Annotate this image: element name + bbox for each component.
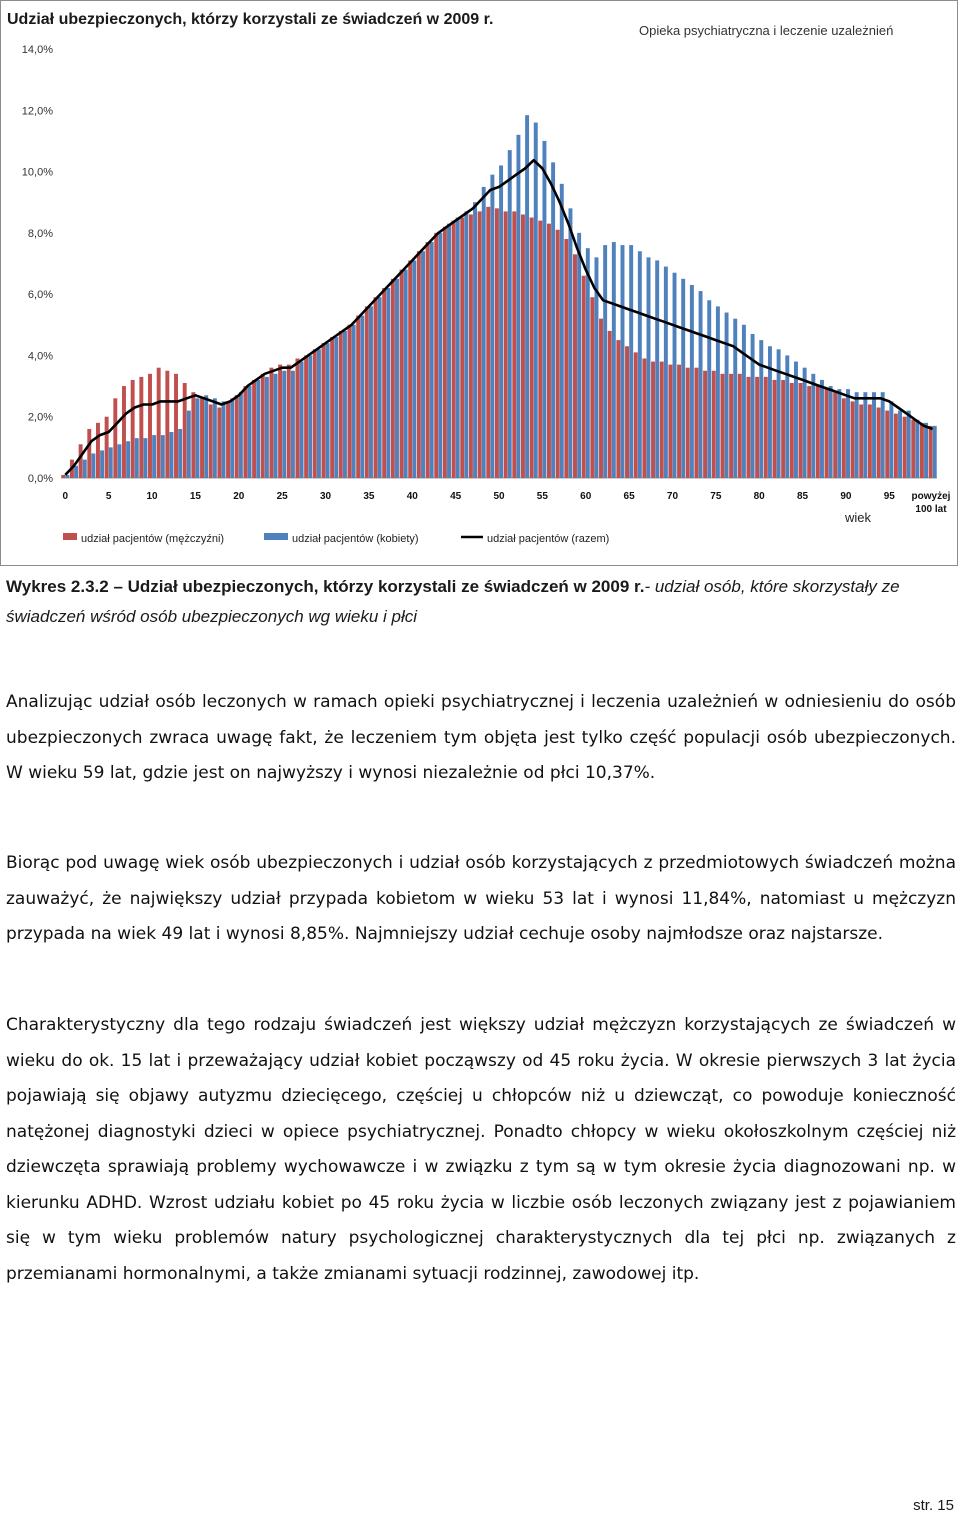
bar-women (889, 401, 893, 478)
bar-women (673, 273, 677, 478)
x-tick-label: 15 (189, 491, 201, 502)
bar-women (74, 466, 78, 478)
bar-men (382, 288, 386, 478)
bar-women (135, 438, 139, 478)
y-tick-label: 8,0% (27, 227, 53, 240)
legend-swatch-men (63, 533, 77, 540)
x-tick-label: 55 (536, 491, 548, 502)
bar-women (300, 362, 304, 478)
paragraph-1: Analizując udział osób leczonych w ramach opieki psychiatrycznej i leczenia uzależnień w odniesieniu do osób ubezpieczonych zwraca uwagę fakt, że leczeniem tym objęta jest tylko część populacji osób ubezpieczonych. W wieku 59 lat, gdzie jest on najwyższy i wynosi niezależnie od płci 10,37%. (6, 692, 956, 783)
bar-women (820, 380, 824, 478)
bar-men (703, 371, 707, 478)
legend-label-total: udział pacjentów (razem) (487, 533, 610, 545)
x-tick-label: 70 (666, 491, 679, 502)
bar-women (412, 260, 416, 478)
bar-women (829, 386, 833, 478)
bar-men (825, 389, 829, 478)
bar-women (629, 245, 633, 478)
bar-men (564, 239, 568, 478)
bar-women (109, 447, 113, 478)
bar-women (742, 325, 746, 478)
x-tick-label: 65 (623, 491, 635, 502)
legend-label-men: udział pacjentów (mężczyźni) (81, 533, 225, 545)
chart-title: Udział ubezpieczonych, którzy korzystali ze świadczeń w 2009 r. (7, 11, 494, 28)
x-tick-label: 60 (580, 491, 592, 502)
y-tick-label: 6,0% (27, 289, 53, 302)
bar-women (473, 202, 477, 478)
bar-men (278, 365, 282, 478)
x-tick-label: 80 (753, 491, 765, 502)
x-tick-label: 0 (62, 491, 69, 502)
bar-men (634, 352, 638, 478)
bar-women (759, 340, 763, 478)
y-tick-label: 0,0% (27, 473, 53, 485)
bar-men (113, 398, 117, 478)
paragraph-2: Biorąc pod uwagę wiek osób ubezpieczonych i udział osób korzystających z przedmiotowych świadczeń można zauważyć, że największy udział przypada kobietom w wieku 53 lat i wynosi 11,84%, natomiast u mężczyzn przypada na wiek 49 lat i wynosi 8,85%. Najmniejszy udział cechuje osoby najmłodsze oraz najstarsze. (6, 853, 956, 944)
bar-men (391, 279, 395, 478)
bar-men (530, 218, 534, 478)
x-tick-label: 20 (233, 491, 245, 502)
bar-men (261, 374, 265, 478)
bar-women (464, 211, 468, 478)
x-tick-label: 25 (276, 491, 288, 502)
bar-men (885, 411, 889, 478)
bar-women (326, 343, 330, 478)
bar-men (738, 374, 742, 478)
y-tick-label: 12,0% (21, 105, 53, 118)
bar-women (560, 184, 564, 478)
x-axis-label: wiek (844, 510, 872, 525)
bar-men (122, 386, 126, 478)
bar-men (903, 417, 907, 478)
bar-women (430, 242, 434, 478)
bar-women (924, 423, 928, 478)
x-tick-label: 95 (883, 491, 895, 502)
bar-women (447, 224, 451, 478)
bar-women (681, 279, 685, 478)
bar-men (495, 208, 499, 478)
bar-women (577, 233, 581, 478)
bar-men (746, 377, 750, 478)
bar-men (781, 380, 785, 478)
bar-women (733, 319, 737, 478)
bar-men (304, 355, 308, 478)
bar-women (265, 377, 269, 478)
bar-women (143, 438, 147, 478)
bar-men (191, 392, 195, 478)
bar-women (534, 123, 538, 478)
x-tick-label: 75 (710, 491, 722, 502)
figure-caption (6, 572, 954, 632)
bar-men (79, 444, 83, 478)
bar-women (126, 441, 130, 478)
bar-men (105, 417, 109, 478)
bar-women (933, 426, 937, 478)
x-tick-label: 35 (363, 491, 375, 502)
bar-men (443, 227, 447, 478)
bar-women (768, 346, 772, 478)
bar-women (222, 401, 226, 478)
x-tick-label-last: powyżej (911, 491, 951, 502)
bar-men (911, 420, 915, 478)
bar-women (187, 411, 191, 478)
bar-men (226, 401, 230, 478)
bar-women (291, 371, 295, 478)
bar-women (508, 150, 512, 478)
x-tick-label: 50 (493, 491, 505, 502)
bar-women (846, 389, 850, 478)
bar-women (855, 392, 859, 478)
bar-men (608, 331, 612, 478)
bar-men (400, 270, 404, 478)
bar-women (690, 285, 694, 478)
bar-men (365, 306, 369, 478)
bar-women (117, 444, 121, 478)
bar-women (499, 165, 503, 478)
bar-women (568, 208, 572, 478)
bar-men (625, 346, 629, 478)
bar-women (777, 349, 781, 478)
bar-women (907, 411, 911, 478)
bar-men (426, 242, 430, 478)
bar-women (360, 316, 364, 478)
bar-women (178, 429, 182, 478)
bar-women (352, 325, 356, 478)
bar-men (712, 371, 716, 478)
bar-men (269, 368, 273, 478)
bar-men (209, 404, 213, 478)
bar-women (551, 162, 555, 478)
bar-men (374, 297, 378, 478)
bar-women (621, 245, 625, 478)
bar-men (616, 340, 620, 478)
bar-women (256, 380, 260, 478)
bar-women (421, 251, 425, 478)
bar-men (252, 380, 256, 478)
bar-women (707, 300, 711, 478)
bar-men (356, 316, 360, 478)
bar-men (651, 362, 655, 478)
x-tick-label: 10 (146, 491, 158, 502)
bar-men (720, 374, 724, 478)
x-tick-label-last: 100 lat (915, 504, 947, 515)
bar-men (217, 408, 221, 478)
bar-men (868, 404, 872, 478)
bar-men (148, 374, 152, 478)
caption-label: Wykres 2.3.2 (6, 577, 109, 596)
bar-men (859, 404, 863, 478)
bar-women (811, 374, 815, 478)
bar-men (504, 211, 508, 478)
bar-men (131, 380, 135, 478)
bar-women (638, 251, 642, 478)
bar-women (482, 187, 486, 478)
bar-men (61, 475, 65, 478)
bar-women (395, 279, 399, 478)
bar-women (898, 411, 902, 478)
bar-women (274, 374, 278, 478)
bar-women (308, 355, 312, 478)
paragraph-3: Charakterystyczny dla tego rodzaju świadczeń jest większy udział mężczyzn korzystających ze świadczeń w wieku do ok. 15 lat i przeważający udział kobiet począwszy od 45 roku życia. W okresie pierwszych 3 lat życia pojawiają się objawy autyzmu dziecięcego, częściej u chłopców niż u dziewcząt, co powoduje konieczność natężonej diagnostyki dzieci w opiece psychiatrycznej. Ponadto chłopcy w wieku okołoszkolnym częściej niż dziewczęta sprawiają problemy wychowawcze i w związku z tym są w tym okresie życia diagnozowani np. w kierunku ADHD. Wzrost udziału kobiet po 45 roku życia w liczbie osób leczonych związany jest z pojawianiem się w tym wieku problemów natury psychologicznej charakterystycznych dla tej płci np. związanych z przemianami hormonalnymi, a także zmianami sytuacji rodzinnej, zawodowej itp. (6, 1015, 956, 1284)
bar-men (452, 221, 456, 478)
bar-women (664, 267, 668, 478)
bar-men (486, 207, 490, 478)
bar-women (655, 260, 659, 478)
bar-men (556, 230, 560, 478)
bar-men (929, 426, 933, 478)
bar-women (404, 270, 408, 478)
bar-men (243, 386, 247, 478)
bar-men (547, 224, 551, 478)
bar-men (165, 371, 169, 478)
chart-subtitle: Opieka psychiatryczna i leczenie uzależnień (639, 23, 894, 38)
bar-women (603, 245, 607, 478)
x-tick-label: 40 (406, 491, 418, 502)
bar-men (799, 383, 803, 478)
x-tick-label: 45 (450, 491, 462, 502)
bar-women (647, 257, 651, 478)
bar-women (334, 337, 338, 478)
bar-men (538, 221, 542, 478)
bar-men (677, 365, 681, 478)
bar-men (755, 377, 759, 478)
bar-women (915, 420, 919, 478)
bar-women (204, 395, 208, 478)
bar-men (694, 368, 698, 478)
bar-men (599, 319, 603, 478)
caption-dash: – (108, 577, 128, 596)
bar-women (586, 248, 590, 478)
bar-men (582, 276, 586, 478)
bar-men (920, 423, 924, 478)
bar-women (161, 435, 165, 478)
bar-men (773, 380, 777, 478)
bar-women (170, 432, 174, 478)
bar-men (235, 395, 239, 478)
bar-men (139, 377, 143, 478)
bar-men (330, 337, 334, 478)
bar-women (542, 141, 546, 478)
bar-men (590, 297, 594, 478)
bar-women (456, 218, 460, 478)
bar-men (313, 349, 317, 478)
bar-men (287, 365, 291, 478)
legend-swatch-women (264, 533, 288, 540)
bar-men (417, 251, 421, 478)
bar-women (490, 175, 494, 478)
bar-women (100, 450, 104, 478)
chart-plot (1, 1, 959, 567)
bar-men (478, 211, 482, 478)
bar-women (282, 371, 286, 478)
y-tick-label: 14,0% (21, 44, 53, 56)
y-tick-label: 4,0% (27, 350, 53, 363)
bar-men (764, 377, 768, 478)
bar-women (725, 313, 729, 478)
bar-women (525, 115, 529, 478)
bar-women (863, 392, 867, 478)
bar-men (87, 429, 91, 478)
bar-men (512, 211, 516, 478)
bar-men (174, 374, 178, 478)
bar-women (516, 135, 520, 478)
bar-men (469, 214, 473, 478)
y-tick-label: 10,0% (21, 166, 53, 179)
bar-women (230, 398, 234, 478)
bar-men (660, 362, 664, 478)
bar-women (612, 242, 616, 478)
x-tick-label: 90 (840, 491, 852, 502)
bar-men (96, 423, 100, 478)
chart-container (0, 0, 958, 566)
bar-women (386, 288, 390, 478)
bar-women (751, 334, 755, 478)
x-tick-label: 85 (797, 491, 809, 502)
bar-women (196, 398, 200, 478)
caption-title: Udział ubezpieczonych, którzy korzystali ze świadczeń w 2009 r. (127, 577, 645, 596)
bar-men (807, 386, 811, 478)
bar-women (837, 389, 841, 478)
bar-women (317, 349, 321, 478)
bar-women (438, 233, 442, 478)
bar-men (642, 358, 646, 478)
bar-men (877, 408, 881, 478)
bar-men (348, 325, 352, 478)
bar-men (790, 383, 794, 478)
bar-men (521, 214, 525, 478)
bar-women (213, 398, 217, 478)
line-total (65, 160, 932, 475)
bar-men (816, 386, 820, 478)
bar-men (894, 414, 898, 478)
bar-men (729, 374, 733, 478)
bar-women (872, 392, 876, 478)
bar-men (321, 343, 325, 478)
bar-men (200, 398, 204, 478)
x-tick-label: 5 (105, 491, 112, 502)
bar-men (573, 254, 577, 478)
bar-women (378, 297, 382, 478)
x-tick-label: 30 (319, 491, 332, 502)
bar-women (248, 386, 252, 478)
bar-women (881, 392, 885, 478)
bar-women (699, 291, 703, 478)
bar-women (239, 392, 243, 478)
bar-women (152, 435, 156, 478)
bar-women (91, 453, 95, 478)
page-number: str. 15 (913, 1497, 954, 1514)
bar-women (803, 368, 807, 478)
bar-men (408, 260, 412, 478)
legend-label-women: udział pacjentów (kobiety) (292, 533, 419, 545)
bar-men (339, 331, 343, 478)
bar-men (842, 398, 846, 478)
bar-women (369, 306, 373, 478)
bar-men (295, 358, 299, 478)
caption-description: - udział osób, które skorzystały ze świadczeń wśród osób ubezpieczonych wg wieku i płci (6, 577, 900, 626)
bar-men (434, 233, 438, 478)
bar-men (668, 365, 672, 478)
bar-women (716, 306, 720, 478)
bar-men (833, 392, 837, 478)
bar-women (83, 460, 87, 478)
bar-men (157, 368, 161, 478)
y-tick-label: 2,0% (27, 411, 53, 424)
bar-men (851, 401, 855, 478)
bar-women (343, 331, 347, 478)
bar-men (460, 218, 464, 478)
bar-men (686, 368, 690, 478)
